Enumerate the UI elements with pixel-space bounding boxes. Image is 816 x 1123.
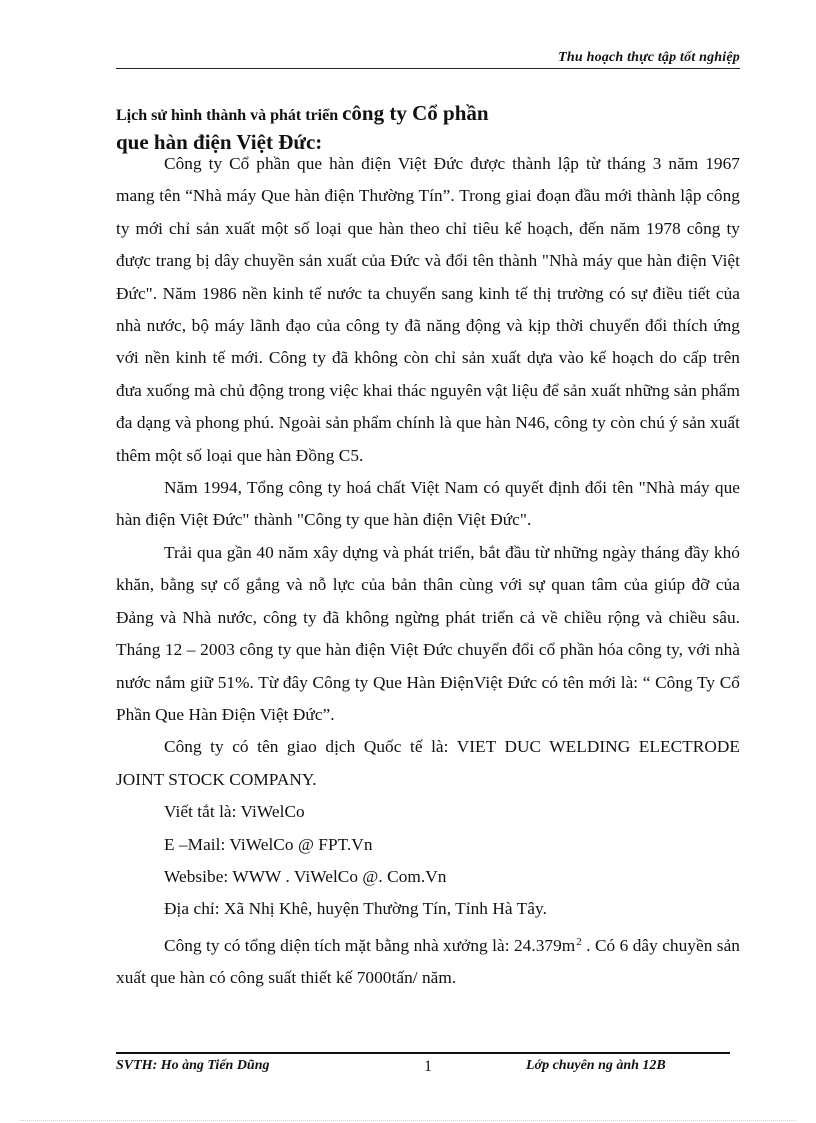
paragraph-address: Địa chỉ: Xã Nhị Khê, huyện Thường Tín, Tỉnh Hà Tây. (164, 899, 547, 919)
area-text-before: Công ty có tổng diện tích mặt bằng nhà xưởng là: 24.379m (164, 935, 576, 955)
footer-page-number: 1 (424, 1058, 432, 1075)
paragraph-history: Công ty Cổ phần que hàn điện Việt Đức được thành lập từ tháng 3 năm 1967 mang tên “Nhà máy Que hàn điện Thường Tín”. Trong giai đoạn đầu mới thành lập công ty mới chỉ sản xuất một số loại que hàn theo chỉ tiêu kế hoạch, đến năm 1978 công ty được trang bị dây chuyền sản xuất của Đức và đổi tên thành "Nhà máy que hàn điện Việt Đức". Năm 1986 nền kinh tế nước ta chuyển sang kinh tế thị trường có sự điều tiết của nhà nước, bộ máy lãnh đạo của công ty đã năng động và kịp thời chuyển đổi thích ứng với nền kinh tế mới. Công ty đã không còn chỉ sản xuất dựa vào kế hoạch do cấp trên đưa xuống mà chủ động trong việc khai thác nguyên vật liệu để sản xuất những sản phẩm đa dạng và phong phú. Ngoài sản phẩm chính là que hàn N46, công ty còn chú ý sản xuất thêm một số loại que hàn Đồng C5. (116, 154, 740, 465)
area-text-after: . Có 6 dây chuyền sản xuất que hàn có công suất thiết kế 7000tấn/ năm. (116, 935, 740, 988)
header-rule (116, 68, 740, 69)
area-unit-superscript: 2 (576, 935, 582, 948)
paragraph-development: Trải qua gần 40 năm xây dựng và phát triển, bắt đầu từ những ngày tháng đầy khó khăn, bằng sự cố gắng và nỗ lực của bản thân cùng với sự quan tâm của giúp đỡ của Đảng và Nhà nước, công ty đã không ngừng phát triển cả về chiều rộng và chiều sâu. Tháng 12 – 2003 công ty que hàn điện Việt Đức chuyển đổi cổ phần hóa công ty, với nhà nước nắm giữ 51%. Từ đây Công ty Que Hàn ĐiệnViệt Đức có tên mới là: “ Công Ty Cổ Phần Que Hàn Điện Việt Đức”. (116, 542, 740, 724)
footer-class: Lớp chuyên ng ành 12B (526, 1058, 666, 1073)
page-bottom-dotted-line (20, 1120, 796, 1121)
page-header-title: Thu hoạch thực tập tốt nghiệp (558, 50, 740, 65)
paragraph-area (116, 926, 740, 995)
heading-line-2: que hàn điện Việt Đức: (116, 130, 323, 154)
footer-student: SVTH: Ho àng Tiến Dũng (116, 1058, 270, 1073)
heading-part-2: công ty Cổ phần (342, 101, 489, 125)
paragraph-renaming-1994: Năm 1994, Tổng công ty hoá chất Việt Nam có quyết định đổi tên "Nhà máy que hàn điện Việt Đức" thành "Công ty que hàn điện Việt Đức". (116, 478, 740, 530)
paragraph-email: E –Mail: ViWelCo @ FPT.Vn (164, 834, 373, 854)
paragraph-international-name: Công ty có tên giao dịch Quốc tế là: VIET DUC WELDING ELECTRODE JOINT STOCK COMPANY. (116, 737, 740, 789)
paragraph-website: Websibe: WWW . ViWelCo @. Com.Vn (164, 866, 447, 886)
document-body (116, 148, 740, 995)
footer-rule (116, 1052, 730, 1054)
paragraph-abbreviation: Viết tắt là: ViWelCo (164, 802, 305, 822)
page-footer (116, 1058, 730, 1080)
heading-part-1: Lịch sử hình thành và phát triển (116, 107, 343, 124)
